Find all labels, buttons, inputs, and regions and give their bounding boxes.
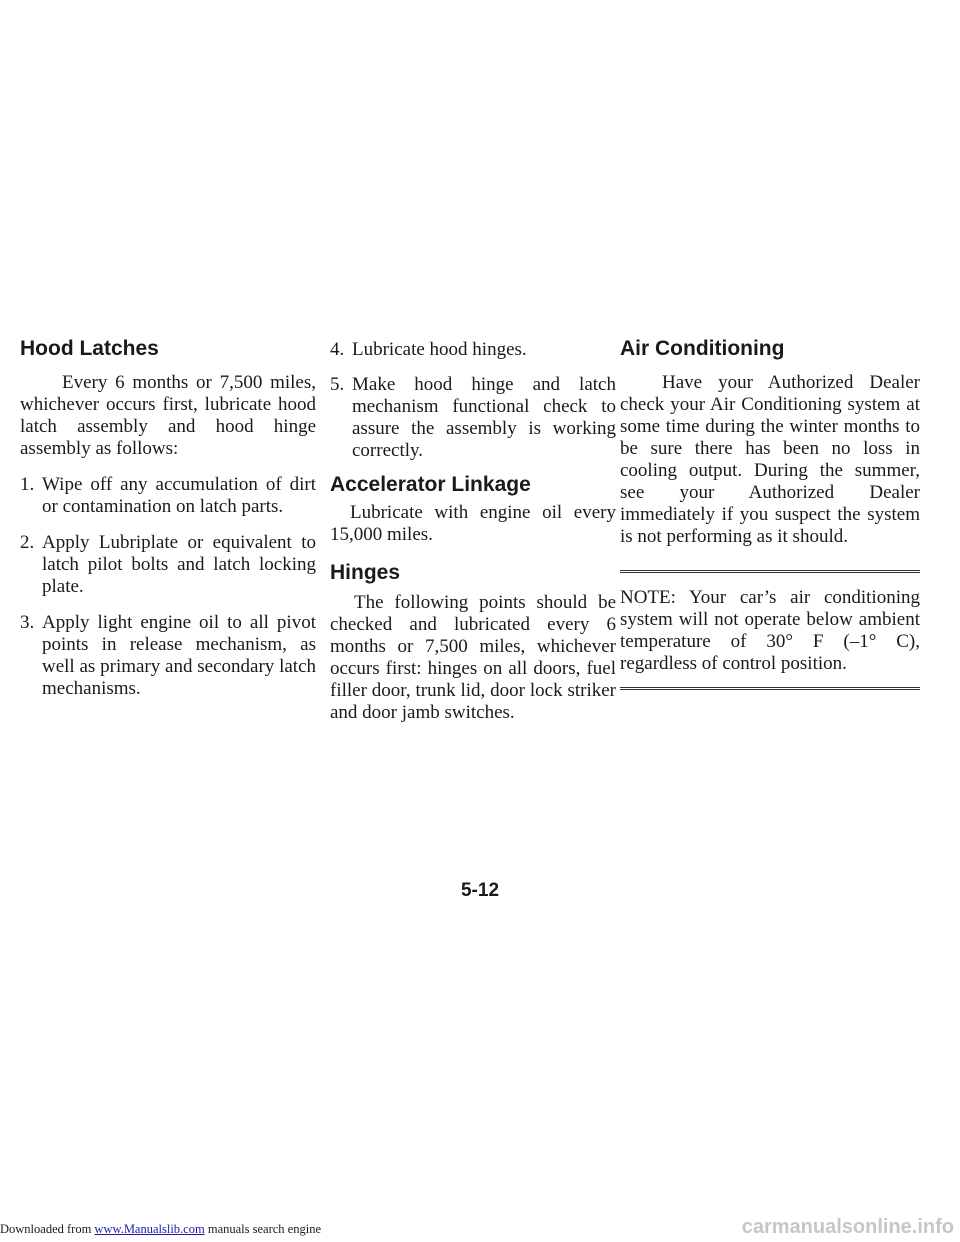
footer-prefix: Downloaded from [0, 1222, 95, 1236]
column-hood-latches [20, 336, 316, 700]
list-item: 1. Wipe off any accumulation of dirt or contamination on latch parts. [20, 474, 316, 517]
accelerator-linkage-text: Lubricate with engine oil every 15,000 miles. [330, 502, 616, 545]
hinges-heading: Hinges [330, 561, 401, 584]
air-conditioning-heading: Air Conditioning [620, 337, 785, 360]
hood-latches-heading: Hood Latches [20, 337, 159, 360]
air-conditioning-text: Have your Authorized Dealer check your Air Conditioning system at some time during the winter months to be sure there has been no loss in cooling output. During the summer, see your Authorized Dealer immediately if you suspect the system is not performing as it should. [620, 372, 920, 547]
note-text: NOTE: Your car’s air conditioning system will not operate below ambient temperature of 30° F (–1° C), regardless of control position. [620, 587, 920, 674]
watermark: carmanualsonline.info [741, 1216, 954, 1238]
download-footer [0, 1222, 321, 1237]
list-item: 5. Make hood hinge and latch mechanism functional check to assure the assembly is working correctly. [330, 374, 616, 461]
hood-steps-continued [330, 339, 616, 462]
column-lubrication [330, 336, 616, 724]
page-number: 5-12 [460, 880, 500, 901]
footer-suffix: manuals search engine [204, 1222, 321, 1236]
list-item: 4. Lubricate hood hinges. [330, 339, 527, 360]
manualslib-link[interactable]: www.Manualslib.com [94, 1222, 205, 1236]
accelerator-linkage-heading: Accelerator Linkage [330, 473, 531, 496]
list-item: 3. Apply light engine oil to all pivot points in release mechanism, as well as primary and secondary latch mechanisms. [20, 612, 316, 699]
hinges-text: The following points should be checked and lubricated every 6 months or 7,500 miles, whichever occurs first: hinges on all doors, fuel filler door, trunk lid, door lock striker and door jamb switches. [330, 592, 616, 723]
list-item: 2. Apply Lubriplate or equivalent to latch pilot bolts and latch locking plate. [20, 532, 316, 597]
note-box [620, 570, 920, 690]
hood-latches-intro: Every 6 months or 7,500 miles, whichever occurs first, lubricate hood latch assembly and hood hinge assembly as follows: [20, 372, 316, 459]
column-air-conditioning [620, 336, 920, 690]
hood-latches-steps [20, 474, 316, 700]
